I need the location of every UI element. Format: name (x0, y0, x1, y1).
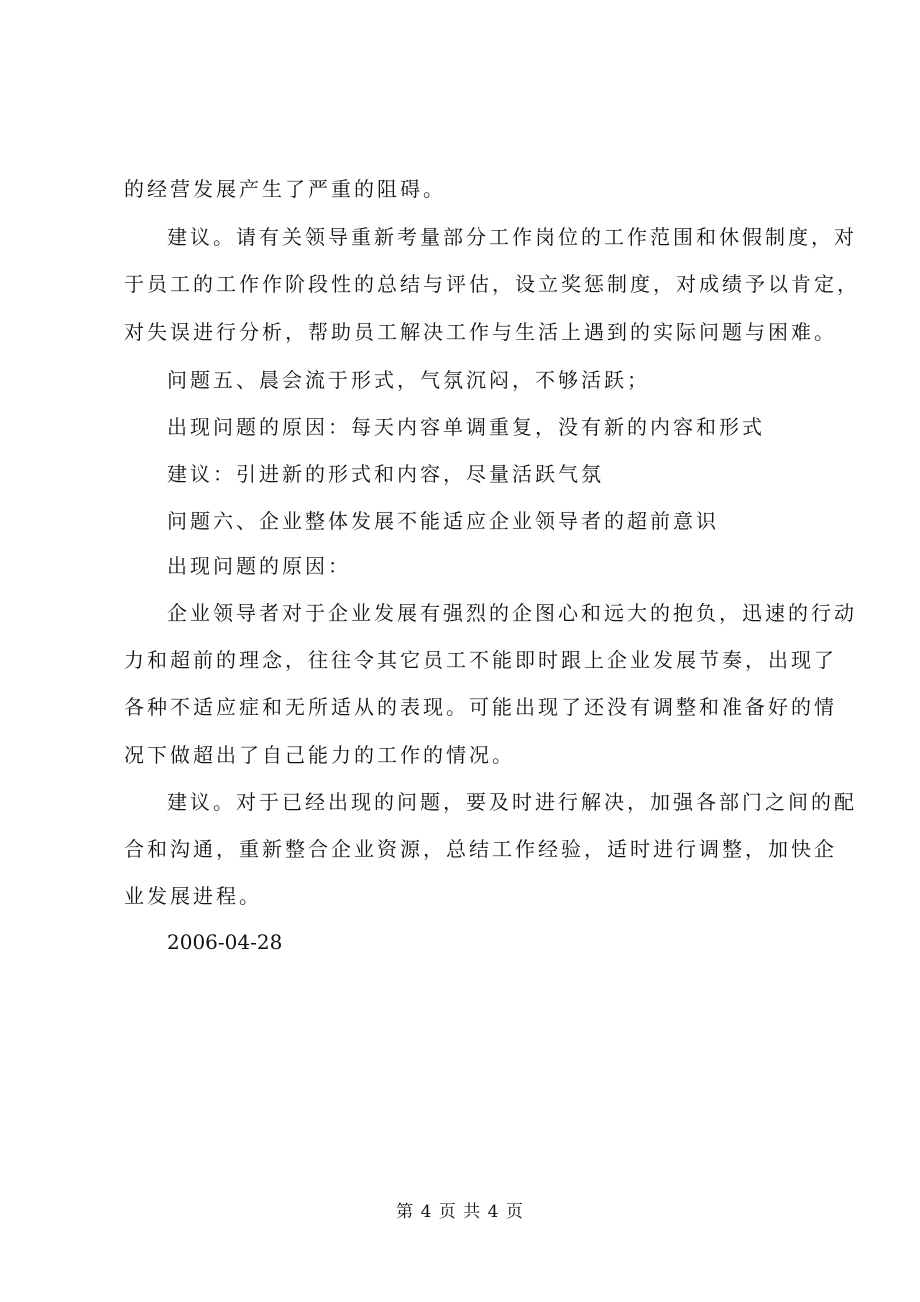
text-line: 对失误进行分析，帮助员工解决工作与生活上遇到的实际问题与困难。 (124, 320, 837, 344)
text-line: 问题五、晨会流于形式，气氛沉闷，不够活跃； (167, 368, 650, 392)
page-number-footer: 第 4 页 共 4 页 (396, 1202, 524, 1222)
text-line: 况下做超出了自己能力的工作的情况。 (124, 743, 515, 767)
text-line: 出现问题的原因：每天内容单调重复，没有新的内容和形式 (167, 415, 765, 439)
date-line: 2006-04-28 (167, 930, 283, 954)
text-line: 出现问题的原因： (167, 554, 351, 578)
text-line: 建议。请有关领导重新考量部分工作岗位的工作范围和休假制度，对 (167, 225, 857, 249)
text-line: 合和沟通，重新整合企业资源，总结工作经验，适时进行调整，加快企 (124, 837, 837, 861)
text-line: 于员工的工作作阶段性的总结与评估，设立奖惩制度，对成绩予以肯定， (124, 272, 860, 296)
text-line: 企业领导者对于企业发展有强烈的企图心和远大的抱负，迅速的行动 (167, 601, 857, 625)
text-line: 问题六、企业整体发展不能适应企业领导者的超前意识 (167, 509, 719, 533)
text-line: 建议。对于已经出现的问题，要及时进行解决，加强各部门之间的配 (167, 790, 857, 814)
text-line: 的经营发展产生了严重的阻碍。 (124, 177, 446, 201)
text-line: 业发展进程。 (124, 884, 262, 908)
text-line: 力和超前的理念，往往令其它员工不能即时跟上企业发展节奏，出现了 (124, 648, 837, 672)
text-line: 建议：引进新的形式和内容，尽量活跃气氛 (167, 462, 604, 486)
text-line: 各种不适应症和无所适从的表现。可能出现了还没有调整和准备好的情 (124, 695, 837, 719)
